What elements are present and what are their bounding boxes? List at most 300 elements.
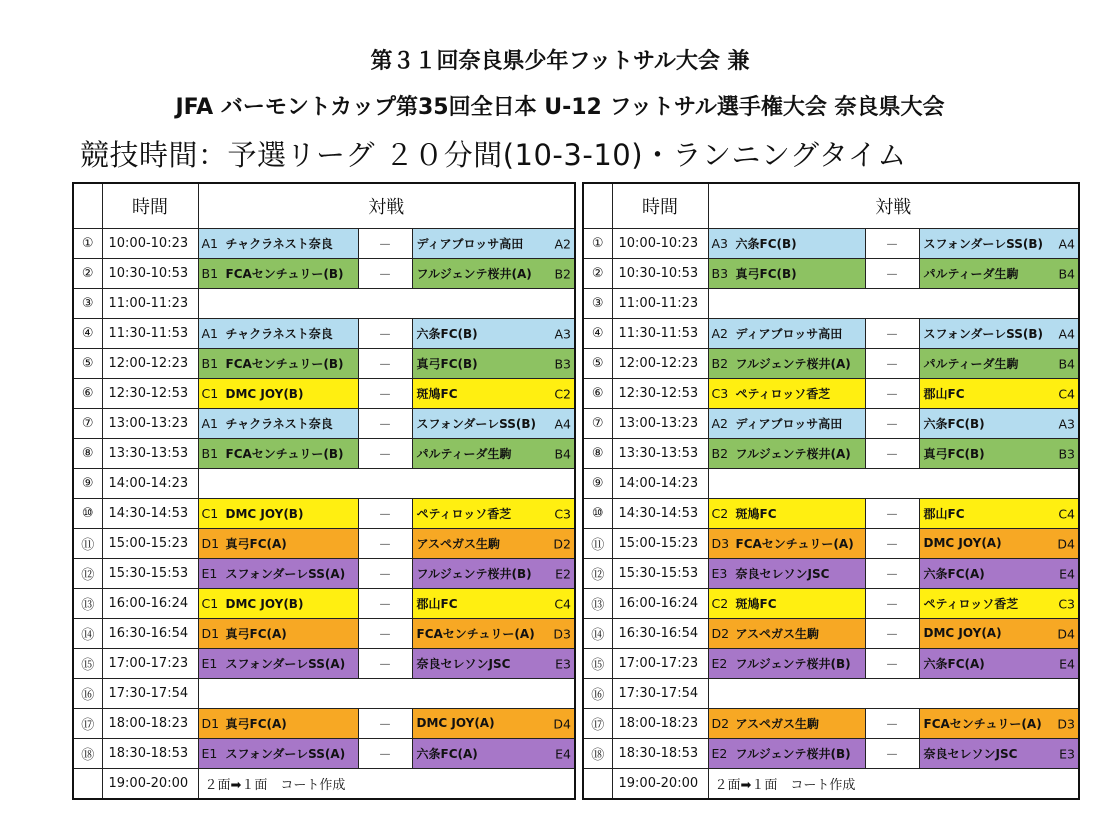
table-header-row <box>583 183 1079 229</box>
match-row <box>73 409 575 439</box>
empty-slot <box>708 679 1079 709</box>
home-team-name: フルジェンテ桜井(B) <box>735 657 851 671</box>
home-team-name: FCAセンチュリー(B) <box>225 447 344 461</box>
away-group-code: B3 <box>554 356 571 371</box>
home-team-cell <box>708 499 865 529</box>
vs-mark: － <box>358 349 412 379</box>
match-time: 18:00-18:23 <box>612 709 708 739</box>
vs-mark: － <box>865 229 919 259</box>
match-row <box>583 289 1079 319</box>
home-team-name: スフォンダーレSS(A) <box>225 567 346 581</box>
home-team-cell <box>708 529 865 559</box>
match-number: ⑯ <box>583 679 612 709</box>
home-team-cell <box>198 649 358 679</box>
match-time: 18:00-18:23 <box>102 709 198 739</box>
away-team-name: フルジェンテ桜井(A) <box>416 267 532 281</box>
away-group-code: C3 <box>1058 596 1075 611</box>
match-row <box>73 739 575 769</box>
match-row <box>583 709 1079 739</box>
away-team-cell <box>412 619 575 649</box>
vs-mark: － <box>865 499 919 529</box>
away-group-code: E3 <box>1059 746 1075 761</box>
home-team-cell <box>708 559 865 589</box>
away-group-code: E3 <box>555 656 571 671</box>
title-line-2: JFA バーモントカップ第35回全日本 U-12 フットサル選手権大会 奈良県大会 <box>175 95 945 120</box>
away-group-code: D4 <box>553 716 571 731</box>
away-team-cell <box>919 739 1079 769</box>
away-team-name: ディアブロッサ高田 <box>416 237 524 251</box>
match-number: ① <box>73 229 102 259</box>
time-column-header: 時間 <box>102 183 198 229</box>
away-group-code: E4 <box>1059 656 1075 671</box>
home-team-cell <box>708 379 865 409</box>
away-team-name: ペティロッソ香芝 <box>416 507 512 521</box>
match-time: 11:30-11:53 <box>102 319 198 349</box>
home-team-name: チャクラネスト奈良 <box>225 237 333 251</box>
away-team-cell <box>412 739 575 769</box>
away-team-name: フルジェンテ桜井(B) <box>416 567 532 581</box>
match-time: 12:30-12:53 <box>612 379 708 409</box>
away-group-code: B4 <box>1058 356 1075 371</box>
home-group-code: E1 <box>201 656 218 671</box>
match-time: 14:30-14:53 <box>612 499 708 529</box>
home-group-code: D3 <box>711 536 730 551</box>
vs-mark: － <box>865 409 919 439</box>
match-number: ⑧ <box>73 439 102 469</box>
home-team-cell <box>708 409 865 439</box>
match-number: ⑭ <box>583 619 612 649</box>
home-team-name: 斑鳩FC <box>735 597 777 611</box>
away-team-cell <box>412 229 575 259</box>
away-team-cell <box>412 529 575 559</box>
match-time: 13:00-13:23 <box>102 409 198 439</box>
vs-mark: － <box>865 319 919 349</box>
match-time: 15:30-15:53 <box>612 559 708 589</box>
home-team-name: スフォンダーレSS(A) <box>225 657 346 671</box>
match-time: 10:00-10:23 <box>102 229 198 259</box>
match-time: 11:00-11:23 <box>612 289 708 319</box>
home-team-cell <box>198 589 358 619</box>
home-team-cell <box>708 619 865 649</box>
match-row <box>583 679 1079 709</box>
home-team-name: ディアブロッサ高田 <box>735 327 843 341</box>
away-group-code: B4 <box>554 446 571 461</box>
match-row <box>73 229 575 259</box>
home-team-cell <box>198 739 358 769</box>
home-group-code: C1 <box>201 595 219 611</box>
away-team-cell <box>919 649 1079 679</box>
match-row <box>583 409 1079 439</box>
vs-mark: － <box>865 619 919 649</box>
match-time: 11:30-11:53 <box>612 319 708 349</box>
home-group-code: A1 <box>201 416 219 431</box>
away-team-cell <box>919 319 1079 349</box>
away-team-name: FCAセンチュリー(A) <box>923 717 1042 731</box>
match-time: 17:30-17:54 <box>102 679 198 709</box>
home-team-name: FCAセンチュリー(A) <box>735 537 854 551</box>
away-team-name: 郡山FC <box>923 507 965 521</box>
away-group-code: D2 <box>553 536 571 551</box>
table-header-row <box>73 183 575 229</box>
match-number: ③ <box>73 289 102 319</box>
match-row <box>73 319 575 349</box>
away-group-code: A4 <box>1058 236 1075 251</box>
away-team-name: パルティーダ生駒 <box>923 357 1019 371</box>
match-time: 16:00-16:24 <box>612 589 708 619</box>
match-time: 17:00-17:23 <box>102 649 198 679</box>
home-team-cell <box>198 619 358 649</box>
away-group-code: E4 <box>555 746 571 761</box>
match-time: 11:00-11:23 <box>102 289 198 319</box>
vs-mark: － <box>358 739 412 769</box>
home-team-cell <box>708 349 865 379</box>
away-team-cell <box>412 379 575 409</box>
match-row <box>73 349 575 379</box>
home-team-name: ディアブロッサ高田 <box>735 417 843 431</box>
match-number: ⑯ <box>73 679 102 709</box>
away-team-name: 郡山FC <box>923 387 965 401</box>
home-team-cell <box>708 709 865 739</box>
court-setup-note: ２面➡１面 コート作成 <box>708 769 1079 800</box>
away-team-name: 奈良セレソンJSC <box>416 657 511 671</box>
match-row <box>73 469 575 499</box>
away-team-name: アスペガス生駒 <box>416 537 501 551</box>
home-team-name: 真弓FC(B) <box>735 267 797 281</box>
home-group-code: D2 <box>711 626 730 641</box>
match-number: ② <box>73 259 102 289</box>
away-group-code: A2 <box>554 236 571 251</box>
match-row <box>583 589 1079 619</box>
home-team-cell <box>198 319 358 349</box>
away-group-code: C4 <box>1058 386 1075 401</box>
away-group-code: C2 <box>554 386 571 401</box>
away-team-cell <box>919 499 1079 529</box>
match-number: ⑦ <box>583 409 612 439</box>
home-team-name: 真弓FC(A) <box>225 537 287 551</box>
home-group-code: A1 <box>201 236 219 251</box>
match-number: ⑫ <box>73 559 102 589</box>
home-team-cell <box>198 709 358 739</box>
home-team-name: DMC JOY(B) <box>225 506 304 521</box>
match-time: 13:30-13:53 <box>612 439 708 469</box>
home-team-cell <box>708 439 865 469</box>
match-number: ⑪ <box>73 529 102 559</box>
home-team-name: FCAセンチュリー(B) <box>225 357 344 371</box>
match-row <box>583 529 1079 559</box>
match-time: 14:00-14:23 <box>102 469 198 499</box>
away-group-code: C4 <box>554 596 571 611</box>
home-team-name: 真弓FC(A) <box>225 627 287 641</box>
match-number: ⑬ <box>583 589 612 619</box>
away-team-cell <box>919 229 1079 259</box>
match-time: 15:00-15:23 <box>612 529 708 559</box>
match-duration-note: 競技時間：予選リーグ ２０分間(10-3-10)・ランニングタイム <box>80 138 907 172</box>
vs-mark: － <box>358 439 412 469</box>
match-number: ⑥ <box>583 379 612 409</box>
match-time: 17:00-17:23 <box>612 649 708 679</box>
home-team-name: チャクラネスト奈良 <box>225 327 333 341</box>
home-team-cell <box>198 439 358 469</box>
match-number: ⑫ <box>583 559 612 589</box>
vs-mark: － <box>358 409 412 439</box>
home-team-name: DMC JOY(B) <box>225 386 304 401</box>
vs-mark: － <box>358 529 412 559</box>
away-group-code: B2 <box>554 266 571 281</box>
match-row <box>73 589 575 619</box>
match-number <box>73 769 102 800</box>
home-team-cell <box>708 739 865 769</box>
away-team-cell <box>919 379 1079 409</box>
away-group-code: A4 <box>1058 326 1075 341</box>
empty-slot <box>198 469 575 499</box>
home-team-cell <box>198 229 358 259</box>
home-team-name: チャクラネスト奈良 <box>225 417 333 431</box>
home-group-code: B1 <box>201 266 219 281</box>
home-team-name: フルジェンテ桜井(B) <box>735 747 851 761</box>
match-time: 17:30-17:54 <box>612 679 708 709</box>
match-row <box>73 499 575 529</box>
home-group-code: C1 <box>201 505 219 521</box>
home-team-cell <box>708 259 865 289</box>
match-number: ⑪ <box>583 529 612 559</box>
home-group-code: D2 <box>711 716 730 731</box>
home-group-code: A2 <box>711 416 729 431</box>
away-team-name: 六条FC(A) <box>416 747 478 761</box>
away-team-name: 奈良セレソンJSC <box>923 747 1018 761</box>
away-team-cell <box>919 619 1079 649</box>
match-time: 16:30-16:54 <box>612 619 708 649</box>
away-group-code: A4 <box>554 416 571 431</box>
empty-slot <box>708 289 1079 319</box>
match-number: ③ <box>583 289 612 319</box>
home-group-code: D1 <box>201 536 220 551</box>
schedule-table-left <box>72 182 576 800</box>
away-group-code: D4 <box>1057 536 1075 551</box>
title-line-1: 第３１回奈良県少年フットサル大会 兼 <box>370 49 750 74</box>
away-team-name: スフォンダーレSS(B) <box>416 417 537 431</box>
home-group-code: C3 <box>711 386 729 401</box>
away-team-name: 真弓FC(B) <box>416 357 478 371</box>
schedule-table-right <box>582 182 1080 800</box>
away-team-cell <box>919 349 1079 379</box>
match-number: ⑧ <box>583 439 612 469</box>
home-team-name: アスペガス生駒 <box>735 627 820 641</box>
vs-mark: － <box>865 529 919 559</box>
away-team-cell <box>919 529 1079 559</box>
match-number: ⑨ <box>73 469 102 499</box>
away-team-cell <box>412 649 575 679</box>
home-team-cell <box>198 529 358 559</box>
match-number: ⑦ <box>73 409 102 439</box>
match-time: 10:30-10:53 <box>102 259 198 289</box>
vs-mark: － <box>358 709 412 739</box>
away-team-name: FCAセンチュリー(A) <box>416 627 535 641</box>
match-row <box>583 499 1079 529</box>
vs-mark: － <box>358 589 412 619</box>
away-group-code: D3 <box>1057 716 1075 731</box>
home-team-cell <box>198 409 358 439</box>
vs-mark: － <box>865 379 919 409</box>
vs-mark: － <box>865 259 919 289</box>
home-group-code: C1 <box>201 385 219 401</box>
home-team-name: 斑鳩FC <box>735 507 777 521</box>
match-number: ⑮ <box>73 649 102 679</box>
match-number: ② <box>583 259 612 289</box>
home-group-code: E2 <box>711 746 728 761</box>
away-group-code: C3 <box>554 506 571 521</box>
match-row <box>583 469 1079 499</box>
vs-mark: － <box>358 619 412 649</box>
match-time: 15:30-15:53 <box>102 559 198 589</box>
match-number: ⑬ <box>73 589 102 619</box>
away-team-cell <box>919 409 1079 439</box>
time-column-header: 時間 <box>612 183 708 229</box>
match-row <box>73 619 575 649</box>
away-team-name: 六条FC(B) <box>923 417 985 431</box>
setup-time: 19:00-20:00 <box>102 769 198 800</box>
away-team-name: 六条FC(B) <box>416 327 478 341</box>
match-time: 13:00-13:23 <box>612 409 708 439</box>
home-team-name: ペティロッソ香芝 <box>735 387 831 401</box>
away-team-cell <box>412 319 575 349</box>
match-row <box>73 679 575 709</box>
home-group-code: B1 <box>201 446 219 461</box>
match-number <box>583 769 612 800</box>
match-number: ⑭ <box>73 619 102 649</box>
match-row <box>73 709 575 739</box>
home-group-code: E3 <box>711 566 728 581</box>
home-group-code: D1 <box>201 716 220 731</box>
home-team-name: フルジェンテ桜井(A) <box>735 357 851 371</box>
home-group-code: E2 <box>711 656 728 671</box>
away-group-code: B3 <box>1058 446 1075 461</box>
away-group-code: E2 <box>555 566 571 581</box>
home-team-name: FCAセンチュリー(B) <box>225 267 344 281</box>
away-team-cell <box>412 409 575 439</box>
match-row <box>583 739 1079 769</box>
vs-mark: － <box>865 439 919 469</box>
home-team-cell <box>708 649 865 679</box>
home-group-code: D1 <box>201 626 220 641</box>
vs-mark: － <box>865 559 919 589</box>
away-team-cell <box>919 709 1079 739</box>
vs-mark: － <box>865 349 919 379</box>
home-team-name: 六条FC(B) <box>735 237 797 251</box>
home-team-cell <box>198 349 358 379</box>
match-time: 13:30-13:53 <box>102 439 198 469</box>
match-time: 15:00-15:23 <box>102 529 198 559</box>
away-group-code: A3 <box>554 326 571 341</box>
match-number: ⑤ <box>583 349 612 379</box>
match-row <box>73 649 575 679</box>
away-team-cell <box>412 589 575 619</box>
court-setup-note: ２面➡１面 コート作成 <box>198 769 575 800</box>
vs-mark: － <box>865 739 919 769</box>
away-team-cell <box>412 709 575 739</box>
away-team-name: 斑鳩FC <box>416 387 458 401</box>
match-row <box>583 619 1079 649</box>
away-team-name: DMC JOY(A) <box>416 716 495 730</box>
home-team-cell <box>708 319 865 349</box>
vs-mark: － <box>358 649 412 679</box>
match-row <box>583 349 1079 379</box>
match-number: ① <box>583 229 612 259</box>
home-team-name: アスペガス生駒 <box>735 717 820 731</box>
away-group-code: A3 <box>1058 416 1075 431</box>
match-row <box>73 559 575 589</box>
vs-mark: － <box>358 379 412 409</box>
away-team-name: 六条FC(A) <box>923 657 985 671</box>
match-row <box>73 259 575 289</box>
match-time: 18:30-18:53 <box>612 739 708 769</box>
away-team-name: DMC JOY(A) <box>923 626 1002 640</box>
home-group-code: C2 <box>711 506 729 521</box>
vs-mark: － <box>358 499 412 529</box>
away-team-cell <box>919 259 1079 289</box>
match-row <box>583 649 1079 679</box>
match-number: ⑱ <box>73 739 102 769</box>
away-group-code: C4 <box>1058 506 1075 521</box>
home-team-cell <box>708 589 865 619</box>
away-team-name: 六条FC(A) <box>923 567 985 581</box>
home-team-name: スフォンダーレSS(A) <box>225 747 346 761</box>
home-group-code: E1 <box>201 746 218 761</box>
empty-slot <box>708 469 1079 499</box>
away-team-name: 真弓FC(B) <box>923 447 985 461</box>
match-row <box>583 379 1079 409</box>
match-number: ⑮ <box>583 649 612 679</box>
away-group-code: D4 <box>1057 626 1075 641</box>
away-team-cell <box>919 589 1079 619</box>
home-group-code: E1 <box>201 566 218 581</box>
match-number: ⑱ <box>583 739 612 769</box>
away-team-name: パルティーダ生駒 <box>416 447 512 461</box>
away-team-cell <box>412 259 575 289</box>
home-group-code: A1 <box>201 326 219 341</box>
match-time: 16:00-16:24 <box>102 589 198 619</box>
match-row <box>583 229 1079 259</box>
home-team-cell <box>198 559 358 589</box>
away-team-cell <box>412 559 575 589</box>
match-row <box>73 439 575 469</box>
away-group-code: E4 <box>1059 566 1075 581</box>
home-group-code: A3 <box>711 236 729 251</box>
vs-mark: － <box>865 589 919 619</box>
home-group-code: C2 <box>711 596 729 611</box>
vs-mark: － <box>865 649 919 679</box>
match-row <box>583 559 1079 589</box>
number-column-header <box>583 183 612 229</box>
empty-slot <box>198 679 575 709</box>
home-team-cell <box>198 379 358 409</box>
home-group-code: B2 <box>711 446 729 461</box>
home-group-code: B3 <box>711 266 729 281</box>
vs-mark: － <box>358 319 412 349</box>
away-team-cell <box>919 439 1079 469</box>
match-row <box>583 259 1079 289</box>
away-team-name: ペティロッソ香芝 <box>923 597 1019 611</box>
match-time: 14:30-14:53 <box>102 499 198 529</box>
match-time: 10:00-10:23 <box>612 229 708 259</box>
home-team-cell <box>198 499 358 529</box>
match-row <box>583 439 1079 469</box>
match-column-header: 対戦 <box>198 183 575 229</box>
home-team-cell <box>198 259 358 289</box>
match-row <box>73 379 575 409</box>
vs-mark: － <box>358 229 412 259</box>
home-team-cell <box>708 229 865 259</box>
vs-mark: － <box>865 709 919 739</box>
